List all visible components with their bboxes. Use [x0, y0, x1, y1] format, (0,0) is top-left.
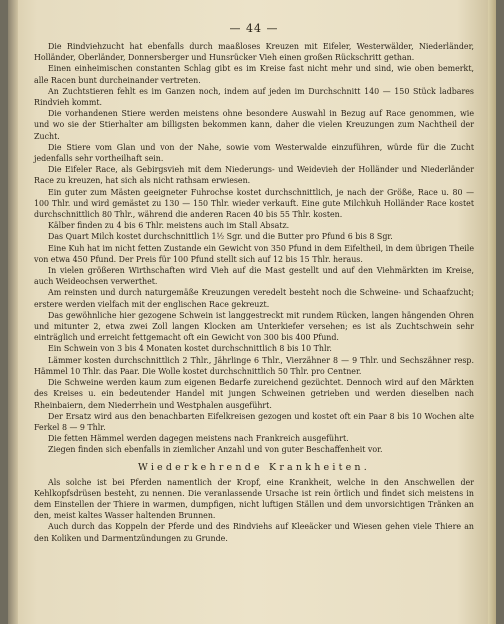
paragraph: Die Eifeler Race, als Gebirgsvieh mit dem Niederungs- und Weidevieh der Holländer und Niederländer Race zu kreuzen, hat sich als nicht rathsam erwiesen.: [34, 165, 474, 186]
paragraph: In vielen größeren Wirthschaften wird Vieh auf die Mast gestellt und auf den Viehmärkten im Kreise, auch Weideochsen verwerthet.: [34, 266, 474, 287]
paragraph: Die vorhandenen Stiere werden meistens ohne besondere Auswahl in Bezug auf Race genommen, wie und wo sie der Stierhalter am billigsten bekommen kann, daher die vielen Kreuzungen zum Nachtheil der Zucht.: [34, 109, 474, 141]
paragraph: Kälber finden zu 4 bis 6 Thlr. meistens auch im Stall Absatz.: [48, 221, 290, 231]
paragraph: Lämmer kosten durchschnittlich 2 Thlr., Jährlinge 6 Thlr., Vierzähner 8 — 9 Thlr. und Sechszähner resp. Hämmel 10 Thlr. das Paar. Die Wolle kostet durchschnittlich 50 Thlr. pro Centner.: [34, 355, 474, 376]
paragraph: An Zuchtstieren fehlt es im Ganzen noch, indem auf jeden im Durchschnitt 140 — 150 Stück ladbares Rindvieh kommt.: [34, 86, 474, 108]
paragraph: Die fetten Hämmel werden dagegen meistens nach Frankreich ausgeführt.: [48, 434, 349, 444]
paragraph: Eine Kuh hat im nicht fetten Zustande ein Gewicht von 350 Pfund in dem Eifeltheil, in dem übrigen Theile von etwa 450 Pfund. Der Preis für 100 Pfund stellt sich auf 12 bis 15 Thlr. heraus.: [34, 243, 474, 264]
paragraph: Ziegen finden sich ebenfalls in ziemlicher Anzahl und von guter Beschaffenheit vor.: [48, 445, 383, 455]
paragraph: Die Stiere vom Glan und von der Nahe, sowie vom Westerwalde einzuführen, würde für die Zucht jedenfalls sehr vortheilhaft sein.: [34, 142, 474, 164]
paragraph: Einen einheimischen constanten Schlag gibt es im Kreise fast nicht mehr und sind, wie oben bemerkt, alle Racen bunt durcheinander vertreten.: [34, 64, 474, 85]
paragraph: Als solche ist bei Pferden namentlich der Kropf, eine Krankheit, welche in den Anschwellen der Kehlkopfsdrüsen besteht, zu nennen. Die veranlassende Ursache ist rein örtlich und findet sich meistens in dem Einstellen der Thiere in warmen, dumpfigen, nicht luftigen Ställen und dem unvorsichtigen Tränken an den, meist kaltes Wasser haltenden Brunnen.: [34, 477, 474, 521]
page-content: [34, 22, 474, 544]
section-heading: Wiederkehrende Krankheiten.: [138, 461, 370, 473]
body-text-bottom: [34, 477, 474, 544]
page-number: — 44 —: [229, 22, 279, 35]
body-text-top: [34, 41, 474, 456]
paragraph: Die Schweine werden kaum zum eigenen Bedarfe zureichend gezüchtet. Dennoch wird auf den Märkten des Kreises u. ein bedeutender Handel mit jungen Schweinen getrieben und werden dieselben nach Rheinbaiern, dem Niederrhein und Westphalen ausgeführt.: [34, 378, 474, 410]
paragraph: Das Quart Milch kostet durchschnittlich 1½ Sgr. und die Butter pro Pfund 6 bis 8 Sgr.: [48, 232, 393, 242]
page-edge: [488, 0, 496, 624]
paragraph: Ein Schwein von 3 bis 4 Monaten kostet durchschnittlich 8 bis 10 Thlr.: [48, 344, 332, 354]
book-spine: [8, 0, 18, 624]
paragraph: Am reinsten und durch naturgemäße Kreuzungen veredelt besteht noch die Schweine- und Schaafzucht; erstere werden vielfach mit der englischen Race gekreuzt.: [34, 288, 474, 309]
book-page: [8, 0, 496, 624]
paragraph: Der Ersatz wird aus den benachbarten Eifelkreisen gezogen und kostet oft ein Paar 8 bis 10 Wochen alte Ferkel 8 — 9 Thlr.: [34, 411, 474, 432]
paragraph: Auch durch das Koppeln der Pferde und des Rindviehs auf Kleeäcker und Wiesen gehen viele Thiere an den Koliken und Darmentzündungen zu Grunde.: [34, 522, 474, 543]
paragraph: Das gewöhnliche hier gezogene Schwein ist langgestreckt mit rundem Rücken, langen hängenden Ohren und mitunter 2, etwa zwei Zoll langen Klocken am Unterkiefer versehen; es ist als Zuchtschwein sehr einträglich und erreicht fettgemacht oft ein Gewicht von 300 bis 400 Pfund.: [34, 310, 474, 343]
paragraph: Die Rindviehzucht hat ebenfalls durch maaßloses Kreuzen mit Eifeler, Westerwälder, Niederländer, Holländer, Oberländer, Donnersberger und Hunsrücker Vieh einen großen Rückschritt gethan.: [34, 42, 474, 63]
paragraph: Ein guter zum Mästen geeigneter Fuhrochse kostet durchschnittlich, je nach der Größe, Race u. 80 — 100 Thlr. und wird gemästet zu 130 — 150 Thlr. wieder verkauft. Eine gute Milchkuh Holländer Race kostet durchschnittlich 80 Thlr., während die anderen Racen 40 bis 55 Thlr. kosten.: [34, 187, 474, 220]
